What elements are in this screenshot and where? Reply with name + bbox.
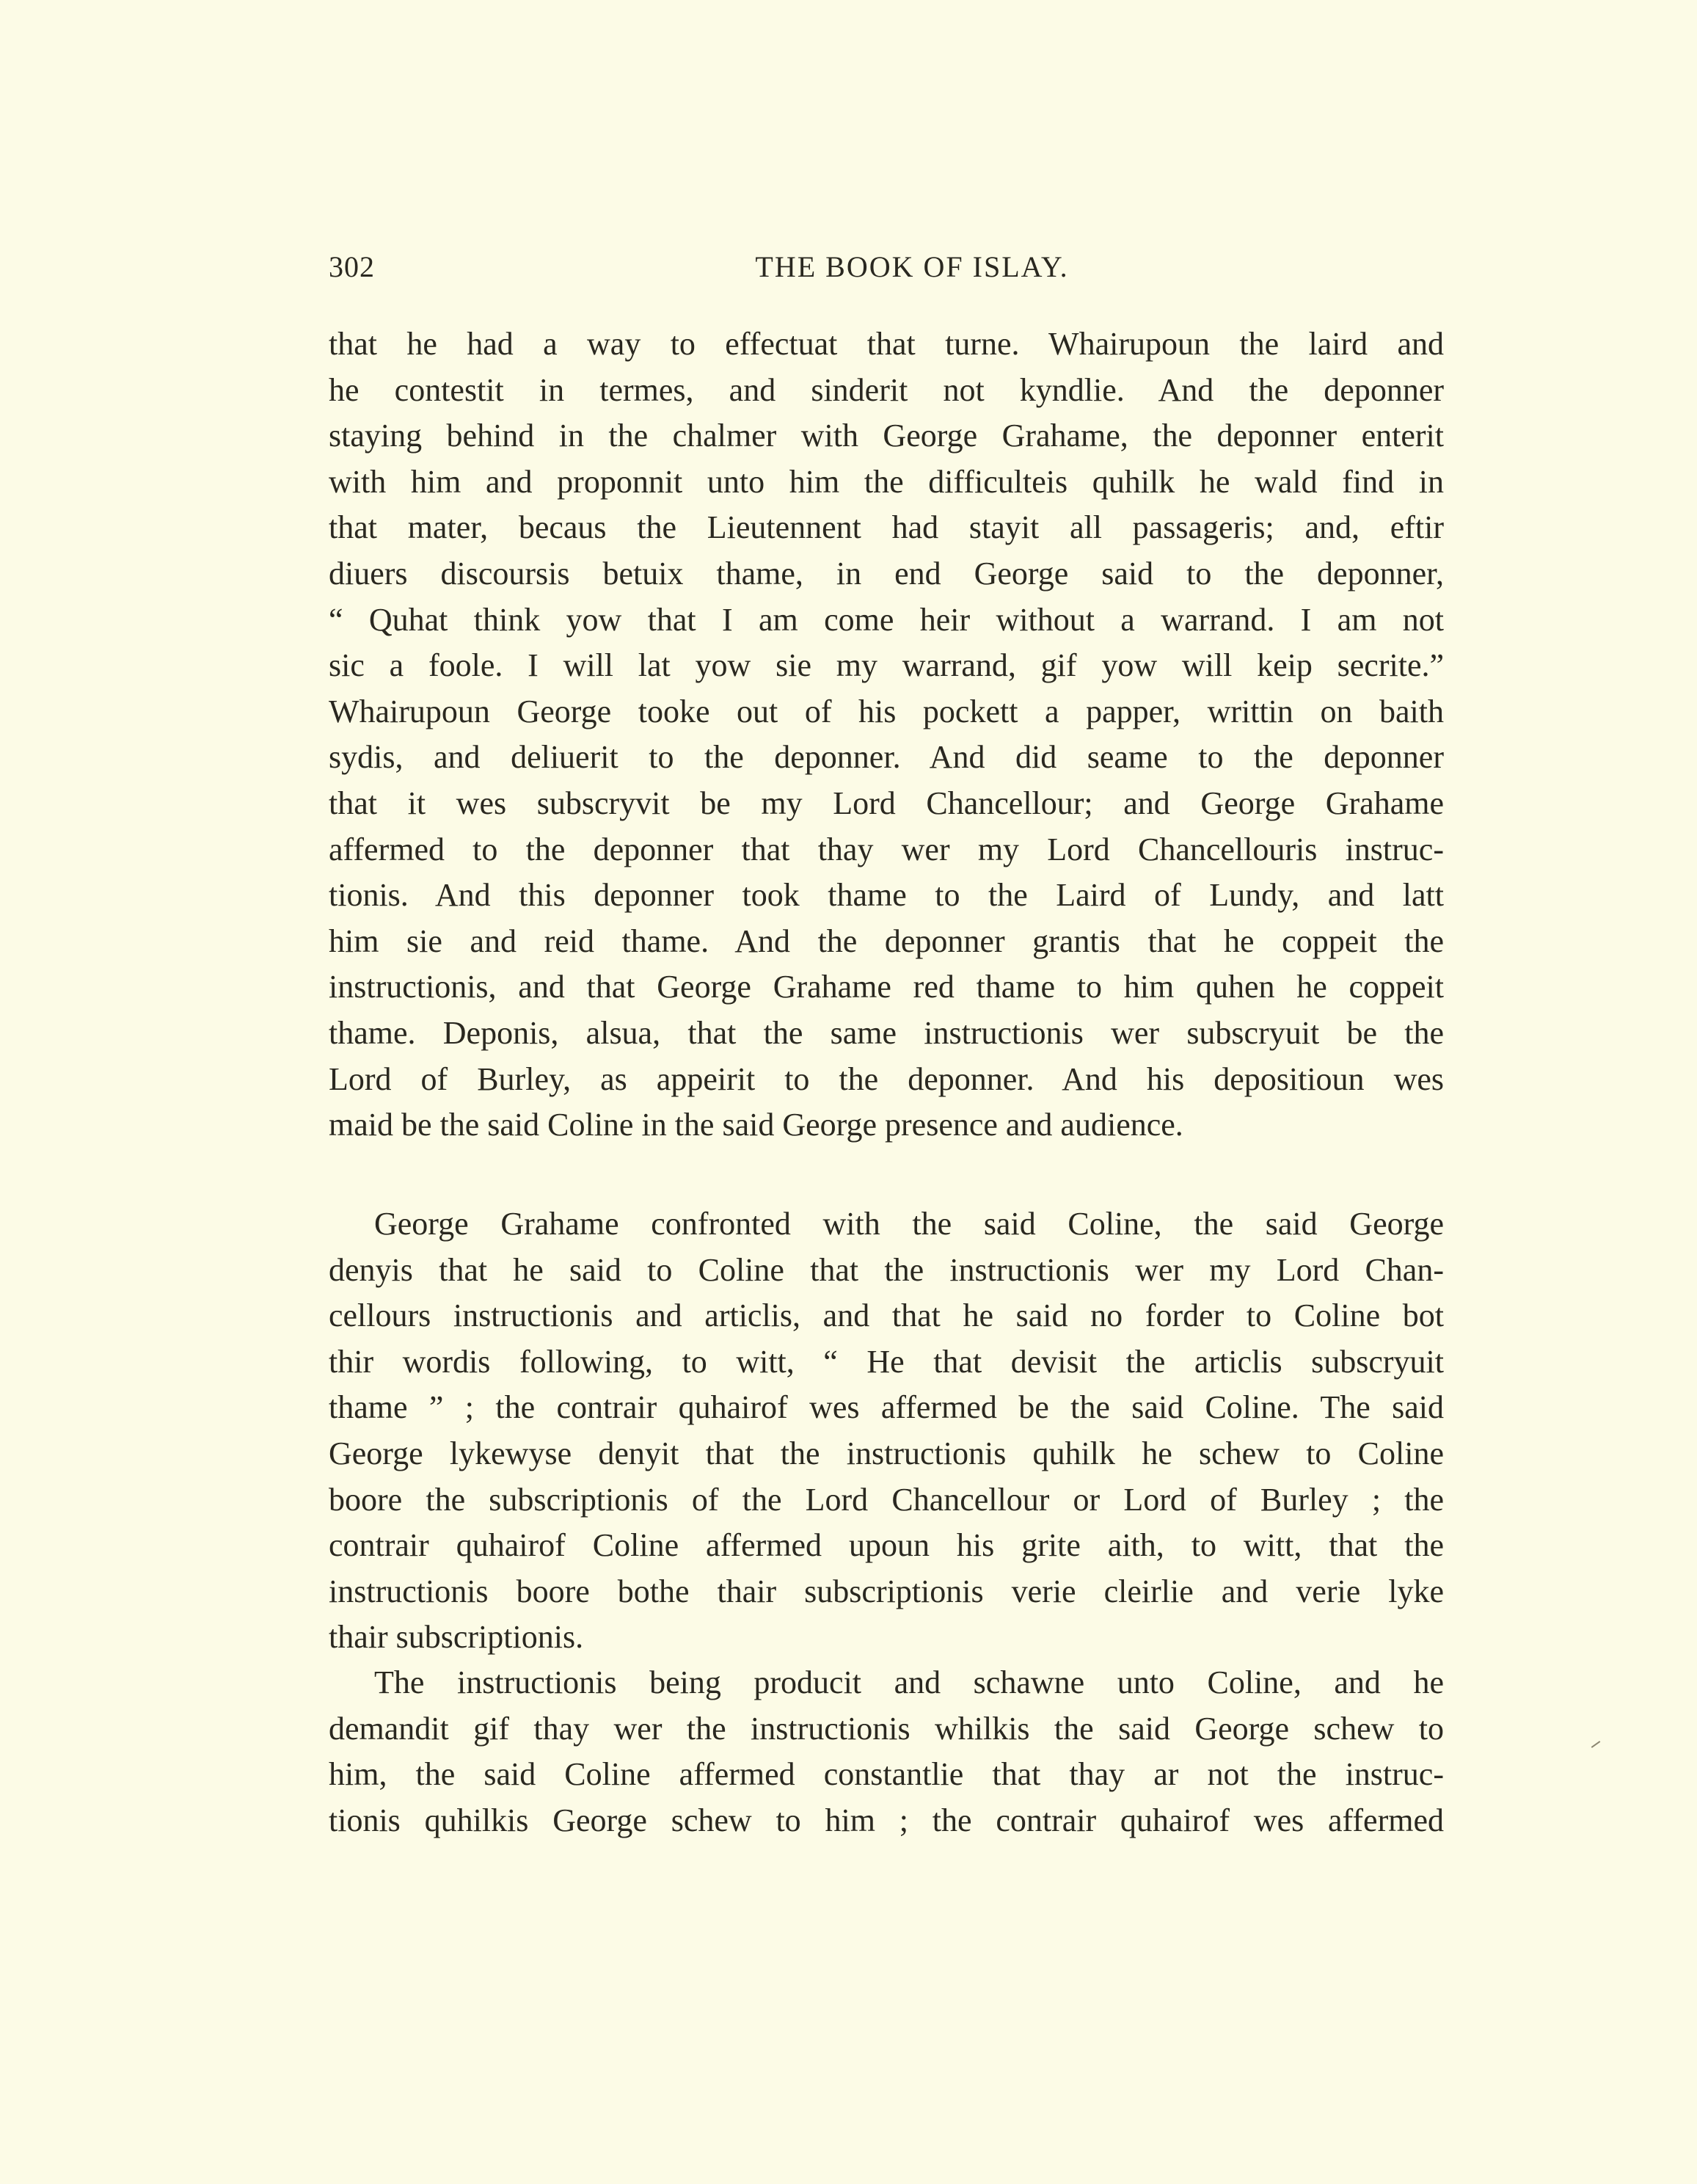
text-line: Whairupoun George tooke out of his pockett a papper, writtin on baith xyxy=(329,693,1444,729)
text-line: affermed to the deponner that thay wer my Lord Chancellouris instruc- xyxy=(329,831,1444,867)
paragraph-deposition xyxy=(329,321,1444,1149)
text-line: cellours instructionis and articlis, and that he said no forder to Coline bot xyxy=(329,1297,1444,1334)
text-line: tionis quhilkis George schew to him ; the contrair quhairof wes affermed xyxy=(329,1802,1444,1838)
text-line: maid be the said Coline in the said George presence and audience. xyxy=(329,1107,1183,1143)
text-line: instructionis boore bothe thair subscriptionis verie cleirlie and verie lyke xyxy=(329,1573,1444,1609)
page-number: 302 xyxy=(329,250,375,283)
text-line: him, the said Coline affermed constantlie that thay ar not the instruc- xyxy=(329,1756,1444,1793)
text-line: Lord of Burley, as appeirit to the deponner. And his depositioun wes xyxy=(329,1060,1444,1097)
text-line: “ Quhat think yow that I am come heir without a warrand. I am not xyxy=(329,601,1444,638)
text-line: tionis. And this deponner took thame to the Laird of Lundy, and latt xyxy=(329,877,1444,914)
text-line: demandit gif thay wer the instructionis whilkis the said George schew to xyxy=(329,1710,1444,1747)
text-line: George Grahame confronted with the said Coline, the said George xyxy=(374,1206,1444,1242)
text-line: instructionis, and that George Grahame red thame to him quhen he coppeit xyxy=(329,969,1444,1005)
text-line: The instructionis being producit and schawne unto Coline, and he xyxy=(374,1664,1444,1700)
text-line: that mater, becaus the Lieutennent had stayit all passageris; and, eftir xyxy=(329,509,1444,546)
paragraph-instructions xyxy=(329,1660,1444,1843)
text-line: contrair quhairof Coline affermed upoun his grite aith, to witt, that the xyxy=(329,1527,1444,1564)
text-line: George lykewyse denyit that the instructionis quhilk he schew to Coline xyxy=(329,1435,1444,1471)
text-line: he contestit in termes, and sinderit not kyndlie. And the deponner xyxy=(329,371,1444,408)
text-line: boore the subscriptionis of the Lord Chancellour or Lord of Burley ; the xyxy=(329,1481,1444,1518)
text-line: diuers discoursis betuix thame, in end George said to the deponner, xyxy=(329,555,1444,592)
running-title: THE BOOK OF ISLAY. xyxy=(755,250,1069,283)
text-line: him sie and reid thame. And the deponner grantis that he coppeit the xyxy=(329,922,1444,959)
paragraph-confrontation xyxy=(329,1201,1444,1661)
text-line: with him and proponnit unto him the difficulteis quhilk he wald find in xyxy=(329,463,1444,500)
text-line: thame. Deponis, alsua, that the same instructionis wer subscryuit be the xyxy=(329,1014,1444,1051)
text-line: thair subscriptionis. xyxy=(329,1619,584,1656)
text-line: that it wes subscryvit be my Lord Chancellour; and George Grahame xyxy=(329,785,1444,821)
text-line: denyis that he said to Coline that the instructionis wer my Lord Chan- xyxy=(329,1251,1444,1288)
text-line: staying behind in the chalmer with George Grahame, the deponner enterit xyxy=(329,418,1444,454)
text-line: thir wordis following, to witt, “ He that devisit the articlis subscryuit xyxy=(329,1343,1444,1380)
text-line: thame ” ; the contrair quhairof wes affermed be the said Coline. The said xyxy=(329,1389,1444,1426)
text-line: sic a foole. I will lat yow sie my warrand, gif yow will keip secrite.” xyxy=(329,647,1444,684)
running-head xyxy=(329,245,1451,289)
text-line: that he had a way to effectuat that turne. Whairupoun the laird and xyxy=(329,326,1444,362)
margin-mark xyxy=(1591,1741,1601,1748)
text-line: sydis, and deliuerit to the deponner. And did seame to the deponner xyxy=(329,739,1444,776)
